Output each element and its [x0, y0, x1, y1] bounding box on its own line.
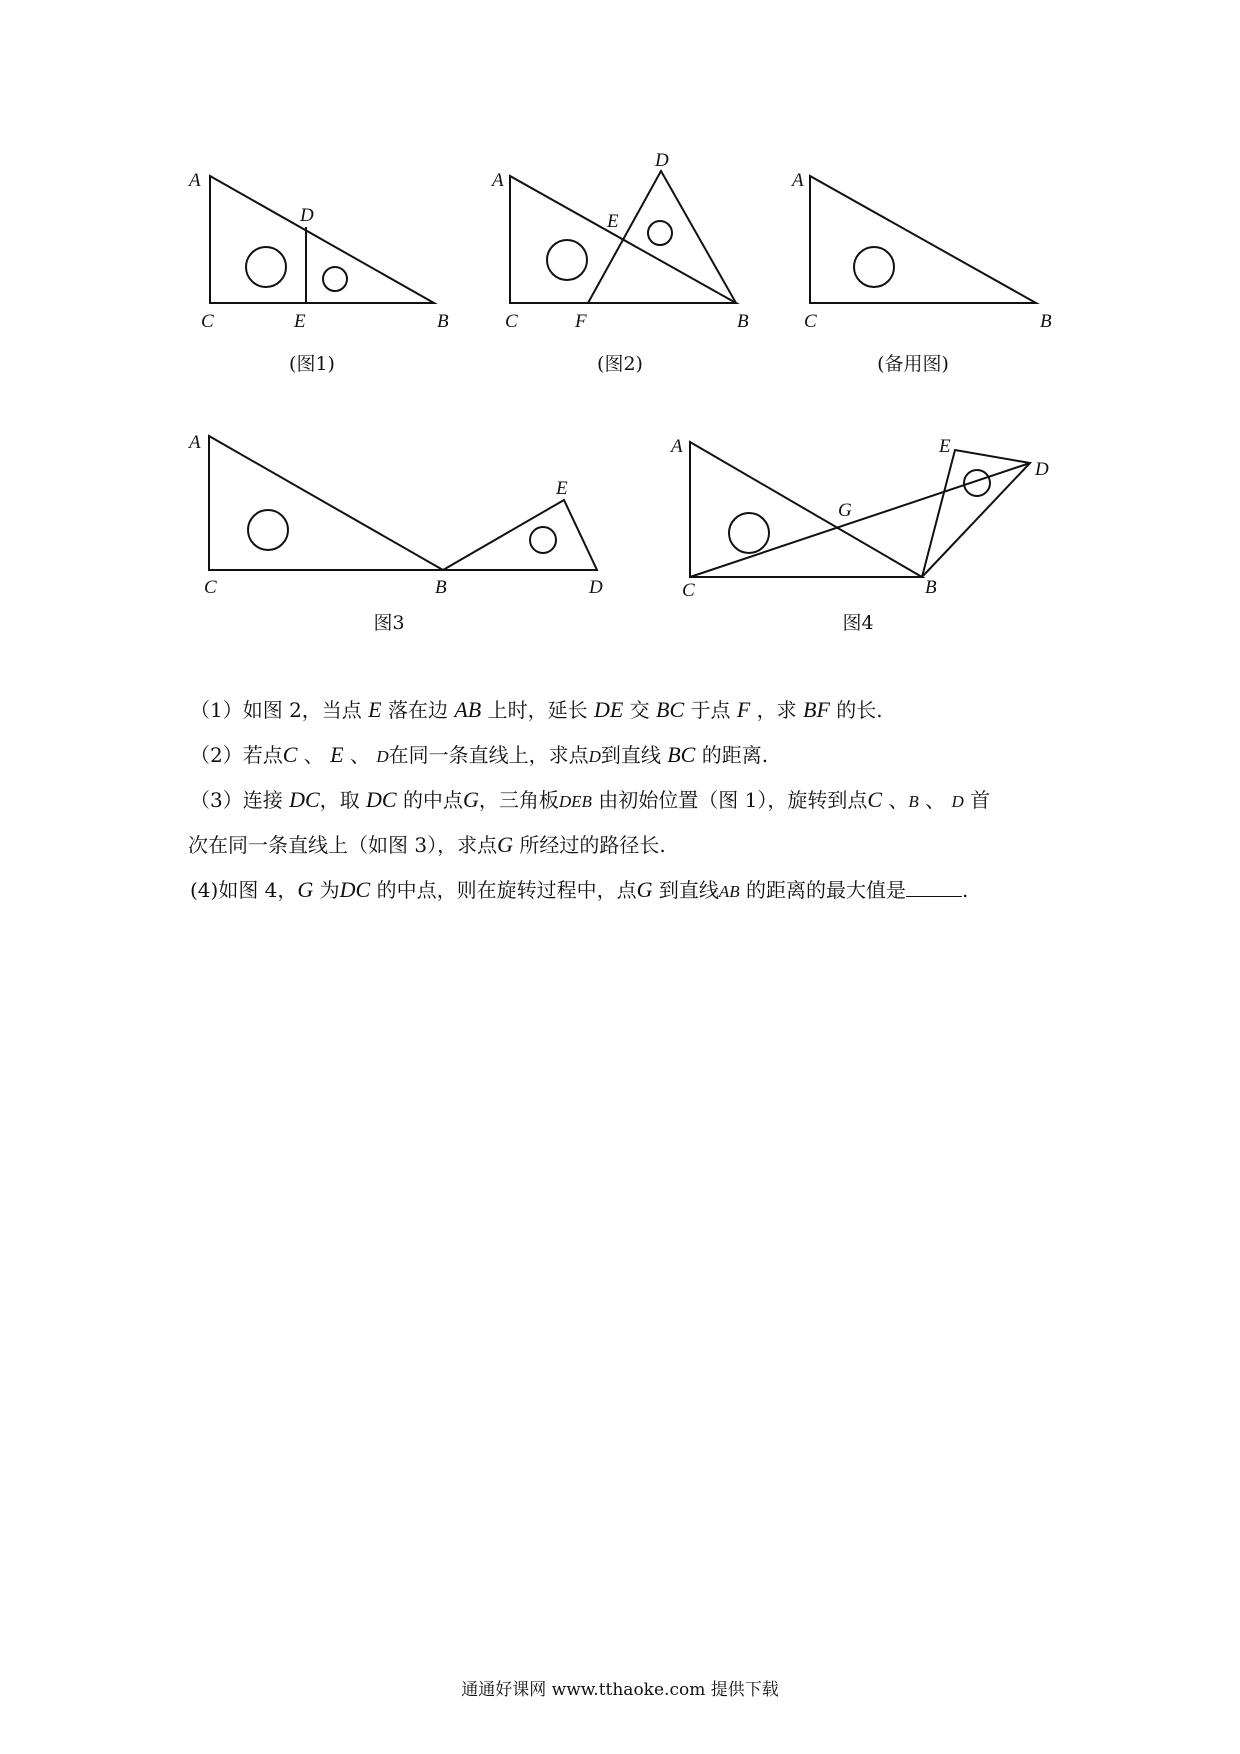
triangle-abc [690, 442, 922, 577]
question-1: （1）如图 2，当点 E 落在边 AB 上时，延长 DE 交 BC 于点 F ，求 BF 的长. [190, 697, 883, 722]
fig1-label-a: A [189, 170, 201, 191]
page-footer: 通通好课网 www.tthaoke.com 提供下载 [461, 1680, 779, 1700]
fig1-label-e: E [294, 311, 306, 332]
spare-label-a: A [792, 170, 804, 191]
fig2-caption: (图2) [597, 353, 643, 375]
fig1-label-d: D [300, 205, 314, 226]
spare-label-c: C [804, 311, 817, 332]
fig2-label-a: A [492, 170, 504, 191]
fig3-label-d: D [589, 577, 603, 598]
fig2-label-b: B [737, 311, 749, 332]
segment-dc [690, 463, 1030, 577]
fig3-caption: 图3 [373, 612, 405, 634]
fig4-label-d: D [1035, 459, 1049, 480]
fig2-label-f: F [575, 311, 587, 332]
fig4-label-c: C [682, 580, 695, 601]
fig3-label-b: B [435, 577, 447, 598]
fig4-label-g: G [838, 500, 852, 521]
fig1-caption: (图1) [289, 353, 335, 375]
hole-large [729, 513, 769, 553]
spare-caption: (备用图) [877, 353, 949, 375]
answer-blank[interactable] [906, 878, 962, 897]
fig3-label-c: C [204, 577, 217, 598]
question-2: （2）若点C 、 E 、 D在同一条直线上，求点D到直线 BC 的距离. [190, 742, 769, 767]
question-3-line-2: 次在同一条直线上（如图 3），求点G 所经过的路径长. [188, 832, 666, 857]
fig2-label-e: E [607, 211, 619, 232]
fig3-label-a: A [189, 432, 201, 453]
fig2-label-d: D [655, 150, 669, 171]
fig3-label-e: E [556, 478, 568, 499]
fig2-label-c: C [505, 311, 518, 332]
fig4-caption: 图4 [842, 612, 874, 634]
spare-label-b: B [1040, 311, 1052, 332]
fig1-label-c: C [201, 311, 214, 332]
fig4-label-b: B [925, 577, 937, 598]
figure-4-diagram [0, 0, 1240, 640]
question-3-line-1: （3）连接 DC，取 DC 的中点G，三角板DEB 由初始位置（图 1），旋转到点C 、B 、 D 首 [190, 787, 991, 812]
fig1-label-b: B [437, 311, 449, 332]
fig4-label-a: A [671, 436, 683, 457]
fig4-label-e: E [939, 436, 951, 457]
question-4: (4)如图 4，G 为DC 的中点，则在旋转过程中，点G 到直线AB 的距离的最大值是 . [190, 877, 969, 902]
